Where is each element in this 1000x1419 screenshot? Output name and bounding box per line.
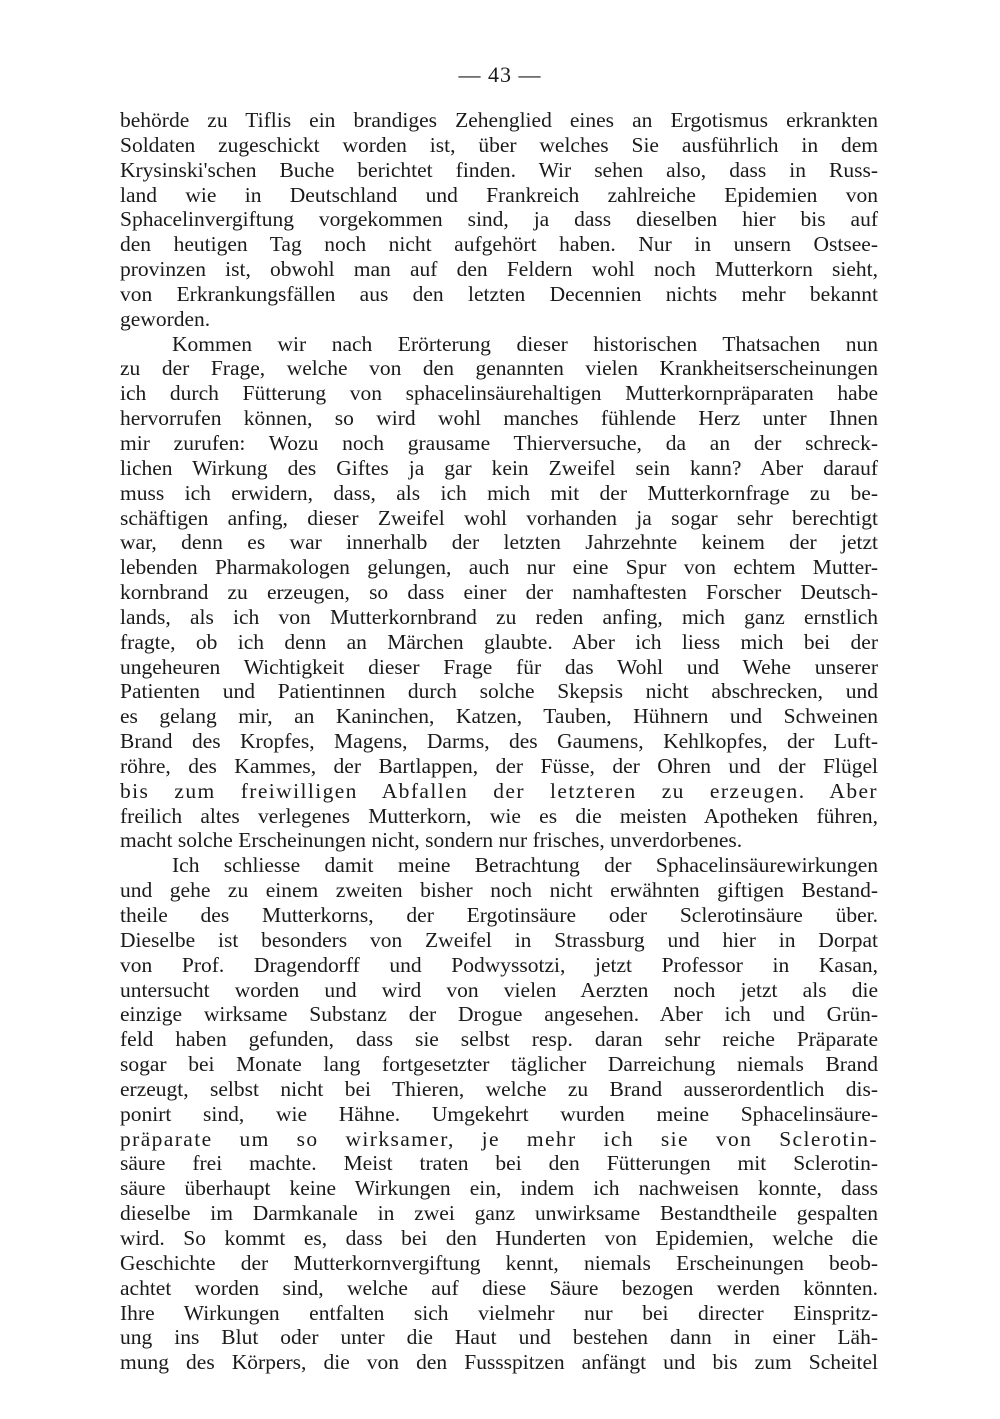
- text-line: untersucht worden und wird von vielen Aerzten noch jetzt als die: [120, 977, 878, 1002]
- text-line: ung ins Blut oder unter die Haut und bestehen dann in einer Läh-: [120, 1325, 878, 1350]
- text-line: Soldaten zugeschickt worden ist, über welches Sie ausführlich in dem: [120, 132, 878, 157]
- text-line: sogar bei Monate lang fortgesetzter täglicher Darreichung niemals Brand: [120, 1052, 878, 1077]
- text-line: röhre, des Kammes, der Bartlappen, der Füsse, der Ohren und der Flügel: [120, 753, 878, 778]
- text-line: schäftigen anfing, dieser Zweifel wohl vorhanden ja sogar sehr berechtigt: [120, 505, 878, 530]
- text-line: säure frei machte. Meist traten bei den Fütterungen mit Sclerotin-: [120, 1151, 878, 1176]
- text-line: Kommen wir nach Erörterung dieser historischen Thatsachen nun: [172, 331, 878, 356]
- text-line: Ihre Wirkungen entfalten sich vielmehr nur bei directer Einspritz-: [120, 1300, 878, 1325]
- text-line: provinzen ist, obwohl man auf den Feldern wohl noch Mutterkorn sieht,: [120, 257, 878, 282]
- text-line: hervorrufen können, so wird wohl manches fühlende Herz unter Ihnen: [120, 406, 878, 431]
- text-line: Geschichte der Mutterkornvergiftung kennt, niemals Erscheinungen beob-: [120, 1250, 878, 1275]
- text-line: kornbrand zu erzeugen, so dass einer der namhaftesten Forscher Deutsch-: [120, 580, 878, 605]
- text-line: erzeugt, selbst nicht bei Thieren, welche zu Brand ausserordentlich dis-: [120, 1076, 878, 1101]
- text-line: säure überhaupt keine Wirkungen ein, indem ich nachweisen konnte, dass: [120, 1176, 878, 1201]
- text-line: dieselbe im Darmkanale in zwei ganz unwirksame Bestandtheile gespalten: [120, 1201, 878, 1226]
- text-line: präparate um so wirksamer, je mehr ich sie von Sclerotin-: [120, 1126, 878, 1151]
- text-line: von Prof. Dragendorff und Podwyssotzi, jetzt Professor in Kasan,: [120, 952, 878, 977]
- text-line: ich durch Fütterung von sphacelinsäurehaltigen Mutterkornpräparaten habe: [120, 381, 878, 406]
- text-line: fragte, ob ich denn an Märchen glaubte. Aber ich liess mich bei der: [120, 629, 878, 654]
- text-line: theile des Mutterkorns, der Ergotinsäure oder Sclerotinsäure über.: [120, 903, 878, 927]
- text-line: feld haben gefunden, dass sie selbst resp. daran sehr reiche Präparate: [120, 1027, 878, 1052]
- body-text: [120, 108, 878, 1375]
- text-line: und gehe zu einem zweiten bisher noch nicht erwähnten giftigen Bestand-: [120, 878, 878, 903]
- text-line: von Erkrankungsfällen aus den letzten Decennien nichts mehr bekannt: [120, 281, 878, 306]
- text-line: Patienten und Patientinnen durch solche Skepsis nicht abschrecken, und: [120, 679, 878, 704]
- text-line: Dieselbe ist besonders von Zweifel in Strassburg und hier in Dorpat: [120, 927, 878, 952]
- text-line: ponirt sind, wie Hähne. Umgekehrt wurden meine Sphacelinsäure-: [120, 1101, 878, 1126]
- text-line: achtet worden sind, welche auf diese Säure bezogen werden könnten.: [120, 1275, 878, 1300]
- text-line: lands, als ich von Mutterkornbrand zu reden anfing, mich ganz ernstlich: [120, 604, 878, 629]
- text-line: zu der Frage, welche von den genannten vielen Krankheitserscheinungen: [120, 356, 878, 381]
- text-line: mir zurufen: Wozu noch grausame Thierversuche, da an der schreck-: [120, 430, 878, 455]
- text-line: es gelang mir, an Kaninchen, Katzen, Tauben, Hühnern und Schweinen: [120, 704, 878, 729]
- text-line: lebenden Pharmakologen gelungen, auch nur eine Spur von echtem Mutter-: [120, 555, 878, 580]
- text-line: land wie in Deutschland und Frankreich zahlreiche Epidemien von: [120, 182, 878, 207]
- text-line: war, denn es war innerhalb der letzten Jahrzehnte keinem der jetzt: [120, 530, 878, 555]
- text-line: Brand des Kropfes, Magens, Darms, des Gaumens, Kehlkopfes, der Luft-: [120, 729, 878, 754]
- text-line: wird. So kommt es, dass bei den Hunderten von Epidemien, welche die: [120, 1225, 878, 1250]
- text-line: Sphacelinvergiftung vorgekommen sind, ja dass dieselben hier bis auf: [120, 207, 878, 232]
- text-line: mung des Körpers, die von den Fussspitzen anfängt und bis zum Scheitel: [120, 1350, 878, 1375]
- text-line: lichen Wirkung des Giftes ja gar kein Zweifel sein kann? Aber darauf: [120, 455, 878, 480]
- text-line: freilich altes verlegenes Mutterkorn, wie es die meisten Apotheken führen,: [120, 803, 878, 828]
- text-line: geworden.: [120, 306, 211, 331]
- text-line: Ich schliesse damit meine Betrachtung der Sphacelinsäurewirkungen: [172, 853, 878, 878]
- text-line: Krysinski'schen Buche berichtet finden. Wir sehen also, dass in Russ-: [120, 157, 878, 182]
- text-line: macht solche Erscheinungen nicht, sondern nur frisches, unverdorbenes.: [120, 828, 743, 853]
- text-line: ungeheuren Wichtigkeit dieser Frage für das Wohl und Wehe unserer: [120, 654, 878, 679]
- text-line: behörde zu Tiflis ein brandiges Zehenglied eines an Ergotismus erkrankten: [120, 108, 878, 132]
- text-line: den heutigen Tag noch nicht aufgehört haben. Nur in unsern Ostsee-: [120, 232, 878, 257]
- text-line: bis zum freiwilligen Abfallen der letzteren zu erzeugen. Aber: [120, 778, 878, 803]
- text-line: muss ich erwidern, dass, als ich mich mit der Mutterkornfrage zu be-: [120, 480, 878, 505]
- page-number: — 43 —: [458, 62, 542, 87]
- text-line: einzige wirksame Substanz der Drogue angesehen. Aber ich und Grün-: [120, 1002, 878, 1027]
